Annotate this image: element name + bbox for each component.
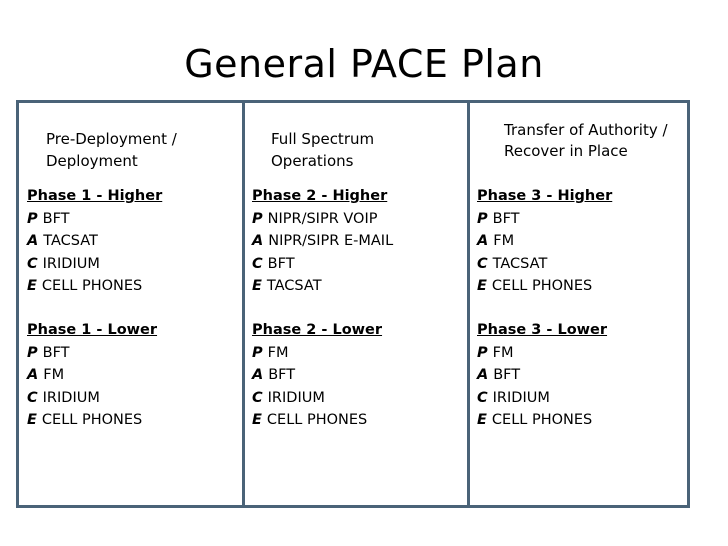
phase-1-name: Pre-Deployment / Deployment	[46, 130, 177, 170]
phase-1-higher	[27, 185, 237, 298]
phase-3-higher	[477, 185, 687, 298]
phase-3-lower-heading: Phase 3 - Lower	[477, 322, 608, 338]
phase-2-column	[252, 103, 464, 505]
phase-1-column	[27, 103, 239, 505]
pace-row: C BFT	[252, 255, 295, 272]
column-divider	[467, 103, 470, 505]
pace-row: A BFT	[477, 367, 521, 383]
phase-2-higher	[252, 185, 462, 298]
pace-row: E CELL PHONES	[477, 278, 593, 294]
pace-row: C IRIDIUM	[477, 389, 550, 406]
phase-3-column	[477, 103, 689, 505]
phase-1-lower-heading: Phase 1 - Lower	[27, 322, 158, 338]
phase-1-higher-heading: Phase 1 - Higher	[27, 188, 163, 204]
phase-2-higher-heading: Phase 2 - Higher	[252, 188, 388, 204]
column-divider	[242, 103, 245, 505]
pace-row: E TACSAT	[252, 278, 322, 294]
phase-3-name: Transfer of Authority / Recover in Place	[504, 121, 668, 160]
pace-row: C IRIDIUM	[252, 389, 325, 406]
pace-row: P NIPR/SIPR VOIP	[252, 210, 378, 227]
phase-2-name: Full Spectrum Operations	[271, 130, 375, 170]
pace-row: P BFT	[27, 210, 70, 227]
pace-row: C TACSAT	[477, 255, 548, 272]
pace-row: A NIPR/SIPR E-MAIL	[252, 233, 394, 249]
pace-row: C IRIDIUM	[27, 255, 100, 272]
phase-3-higher-heading: Phase 3 - Higher	[477, 188, 613, 204]
phase-3-lower	[477, 319, 687, 432]
pace-row: E CELL PHONES	[477, 412, 593, 428]
pace-row: E CELL PHONES	[27, 278, 143, 294]
pace-row: P BFT	[27, 344, 70, 361]
phase-2-lower	[252, 319, 462, 432]
page-title: General PACE Plan	[184, 42, 544, 86]
pace-row: P FM	[252, 344, 289, 361]
pace-row: A TACSAT	[27, 233, 98, 249]
pace-row: A BFT	[252, 367, 296, 383]
pace-row: E CELL PHONES	[27, 412, 143, 428]
phase-1-lower	[27, 319, 237, 432]
pace-row: C IRIDIUM	[27, 389, 100, 406]
pace-plan-table	[16, 100, 690, 508]
pace-row: P FM	[477, 344, 514, 361]
pace-row: E CELL PHONES	[252, 412, 368, 428]
phase-2-lower-heading: Phase 2 - Lower	[252, 322, 383, 338]
pace-row: P BFT	[477, 210, 520, 227]
pace-row: A FM	[27, 367, 65, 383]
pace-row: A FM	[477, 233, 515, 249]
